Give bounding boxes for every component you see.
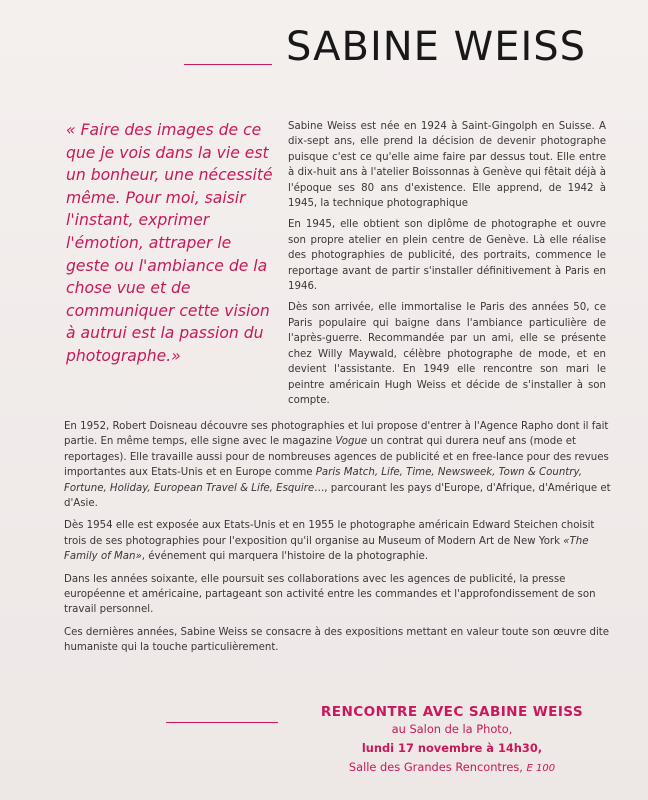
biography-paragraph: Dans les années soixante, elle poursuit ses collaborations avec les agences de publicité, la presse européenne et américaine, partageant son activité entre les commandes et l'approfondissement de son travail personnel. bbox=[64, 573, 596, 616]
pull-quote: « Faire des images de ce que je vois dans la vie est un bonheur, une nécessité même. Pour moi, saisir l'instant, exprimer l'émotion, attraper le geste ou l'ambiance de la chose vue et de communiquer cette vision à autrui est la passion du photographe.» bbox=[66, 121, 273, 365]
biography-paragraph: En 1945, elle obtient son diplôme de photographe et ouvre son propre atelier en plein centre de Genève. Là elle réalise des photographies de publicité, des portraits, commence le reportage avant de partir s'installer définitivement à Paris en 1946. bbox=[288, 219, 606, 293]
text-run: un contrat qui durera neuf ans (mode et reportages). Elle travaille aussi pour de nombreuses agences de publicité et en free-lance pour des revues importantes aux Etats-Unis et en Europe comme bbox=[64, 436, 609, 479]
event-room-label: Salle des Grandes Rencontres, bbox=[348, 760, 523, 774]
magazine-list: Paris Match, Life, Time, Newsweek, Town & Country, Fortune, Holiday, European Travel & Life, Esquire bbox=[64, 467, 582, 494]
event-room-code: E 100 bbox=[526, 763, 556, 774]
biography-column bbox=[288, 119, 606, 414]
biography-paragraph bbox=[64, 518, 618, 564]
event-heading: RENCONTRE AVEC SABINE WEISS bbox=[320, 704, 584, 720]
title-rule bbox=[184, 64, 272, 65]
biography-paragraph: Ces dernières années, Sabine Weiss se consacre à des expositions mettant en valeur toute son œuvre dite humaniste qui la touche particulièrement. bbox=[64, 626, 610, 654]
text-run: …, parcourant les pays d'Europe, d'Afrique, d'Amérique et d'Asie. bbox=[64, 482, 611, 510]
biography-paragraph: Dès son arrivée, elle immortalise le Paris des années 50, ce Paris populaire qui baigne dans l'ambiance particulière de l'après-guerre. Recommandée par un ami, elle se présente chez Willy Maywald, célèbre photographe de mode, et en devient l'assistante. En 1949 elle rencontre son mari le peintre américain Hugh Weiss et décide de s'installer à son compte. bbox=[288, 302, 606, 406]
event-rule bbox=[166, 722, 278, 723]
event-venue: au Salon de la Photo, bbox=[391, 722, 513, 736]
biography-continued bbox=[64, 419, 618, 663]
exhibition-title: «The Family of Man» bbox=[64, 535, 589, 563]
event-date: lundi 17 novembre à 14h30, bbox=[361, 741, 543, 755]
text-run: , événement qui marquera l'histoire de la photographie. bbox=[141, 551, 429, 563]
event-announcement bbox=[282, 704, 622, 778]
biography-paragraph bbox=[64, 419, 618, 511]
magazine-title: Vogue bbox=[335, 436, 368, 448]
text-run: En 1952, Robert Doisneau découvre ses photographies et lui propose d'entrer à l'Agence Rapho dont il fait partie. En même temps, elle signe avec le magazine bbox=[64, 421, 609, 448]
page-title: SABINE WEISS bbox=[286, 24, 587, 70]
text-run: Dès 1954 elle est exposée aux Etats-Unis et en 1955 le photographe américain Edward Steichen choisit trois de ses photographies pour l'exposition qu'il organise au Museum of Modern Art de New York bbox=[64, 520, 595, 547]
biography-paragraph: Sabine Weiss est née en 1924 à Saint-Gingolph en Suisse. A dix-sept ans, elle prend la décision de devenir photographe puisque c'est ce qu'elle aime faire par dessus tout. Elle entre à dix-huit ans à l'atelier Boissonnas à Genève qui fêtait déjà à l'époque ses 80 ans d'existence. Elle apprend, de 1942 à 1945, la technique photographique bbox=[288, 121, 606, 210]
event-room bbox=[282, 758, 622, 778]
